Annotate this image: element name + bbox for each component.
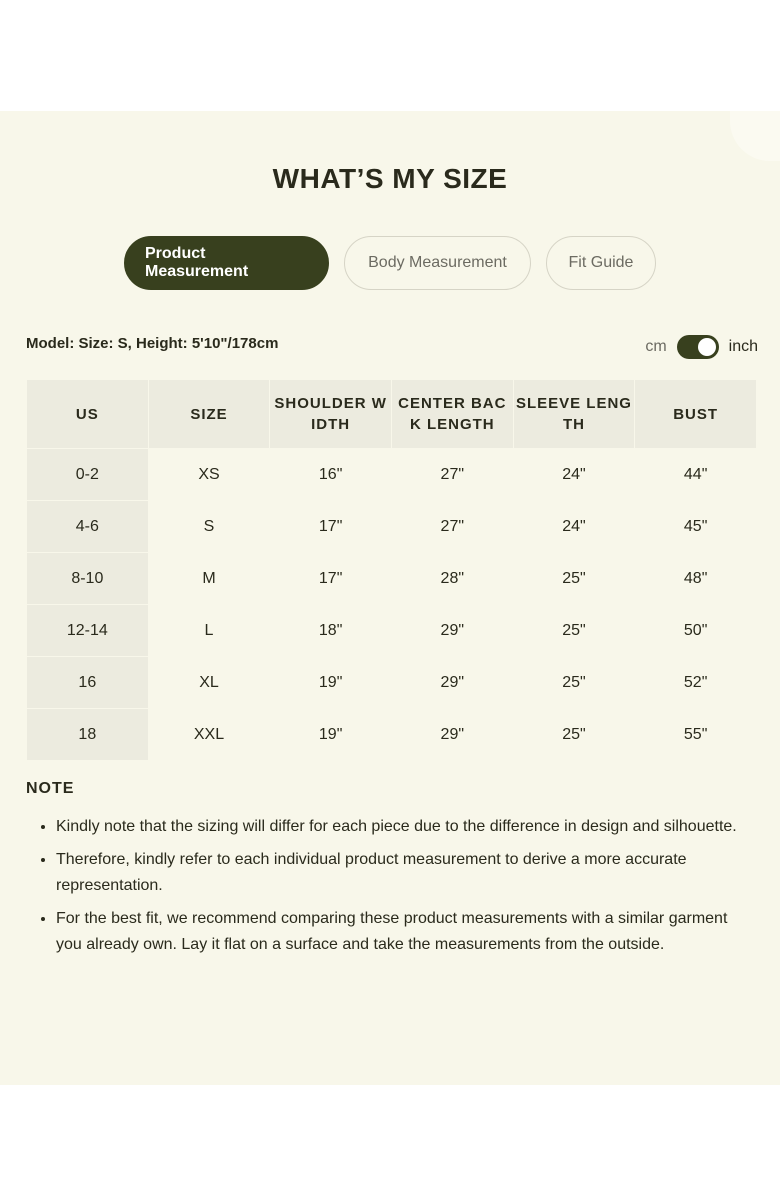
cell-size: XL xyxy=(148,657,270,709)
cell-center-back-length: 27" xyxy=(391,501,513,553)
note-item: • For the best fit, we recommend comparing these product measurements with a similar garment you already own. Lay it flat on a surface and take the measurements from the outside. xyxy=(56,906,756,958)
cell-shoulder-width: 18" xyxy=(270,605,392,657)
model-info: Model: Size: S, Height: 5'10"/178cm xyxy=(26,335,279,352)
header-bust: BUST xyxy=(635,380,757,449)
size-table xyxy=(26,379,757,761)
cell-center-back-length: 27" xyxy=(391,449,513,501)
header-us: US xyxy=(27,380,149,449)
cell-bust: 44" xyxy=(635,449,757,501)
cell-bust: 50" xyxy=(635,605,757,657)
cell-us: 8-10 xyxy=(27,553,149,605)
table-row xyxy=(27,657,757,709)
cell-bust: 45" xyxy=(635,501,757,553)
decorative-corner xyxy=(730,111,780,161)
note-list xyxy=(26,814,756,965)
tab-body-measurement[interactable]: Body Measurement xyxy=(344,236,531,290)
cell-sleeve-length: 24" xyxy=(513,449,635,501)
cell-bust: 55" xyxy=(635,709,757,761)
cell-center-back-length: 29" xyxy=(391,605,513,657)
cell-shoulder-width: 17" xyxy=(270,553,392,605)
cell-us: 4-6 xyxy=(27,501,149,553)
cell-shoulder-width: 16" xyxy=(270,449,392,501)
cell-size: S xyxy=(148,501,270,553)
size-guide-panel xyxy=(0,111,780,1085)
cell-us: 16 xyxy=(27,657,149,709)
cell-size: M xyxy=(148,553,270,605)
note-item: • Kindly note that the sizing will differ for each piece due to the difference in design and silhouette. xyxy=(56,814,756,840)
cell-sleeve-length: 25" xyxy=(513,709,635,761)
header-size: SIZE xyxy=(148,380,270,449)
measurement-tabs xyxy=(0,236,780,290)
table-row xyxy=(27,553,757,605)
cell-shoulder-width: 19" xyxy=(270,709,392,761)
cell-sleeve-length: 25" xyxy=(513,553,635,605)
cell-bust: 52" xyxy=(635,657,757,709)
unit-toggle xyxy=(645,335,758,359)
table-row xyxy=(27,605,757,657)
unit-label-cm[interactable]: cm xyxy=(645,338,667,355)
unit-switch[interactable] xyxy=(677,335,719,359)
cell-sleeve-length: 24" xyxy=(513,501,635,553)
cell-center-back-length: 28" xyxy=(391,553,513,605)
cell-size: L xyxy=(148,605,270,657)
cell-sleeve-length: 25" xyxy=(513,657,635,709)
table-row xyxy=(27,449,757,501)
page-title: WHAT’S MY SIZE xyxy=(272,163,508,194)
cell-us: 12-14 xyxy=(27,605,149,657)
cell-sleeve-length: 25" xyxy=(513,605,635,657)
table-row xyxy=(27,709,757,761)
cell-shoulder-width: 19" xyxy=(270,657,392,709)
cell-us: 0-2 xyxy=(27,449,149,501)
header-sleeve-length: SLEEVE LENGTH xyxy=(513,380,635,449)
table-row xyxy=(27,501,757,553)
note-item: • Therefore, kindly refer to each individual product measurement to derive a more accurate representation. xyxy=(56,847,756,899)
tab-product-measurement[interactable]: Product Measurement xyxy=(124,236,329,290)
cell-center-back-length: 29" xyxy=(391,657,513,709)
header-center-back-length: CENTER BACK LENGTH xyxy=(391,380,513,449)
cell-bust: 48" xyxy=(635,553,757,605)
unit-label-inch[interactable]: inch xyxy=(728,338,758,355)
switch-knob xyxy=(698,338,716,356)
cell-us: 18 xyxy=(27,709,149,761)
table-header-row xyxy=(27,380,757,449)
cell-size: XXL xyxy=(148,709,270,761)
cell-center-back-length: 29" xyxy=(391,709,513,761)
cell-shoulder-width: 17" xyxy=(270,501,392,553)
cell-size: XS xyxy=(148,449,270,501)
tab-fit-guide[interactable]: Fit Guide xyxy=(546,236,656,290)
header-shoulder-width: SHOULDER WIDTH xyxy=(270,380,392,449)
note-heading: NOTE xyxy=(26,780,75,797)
